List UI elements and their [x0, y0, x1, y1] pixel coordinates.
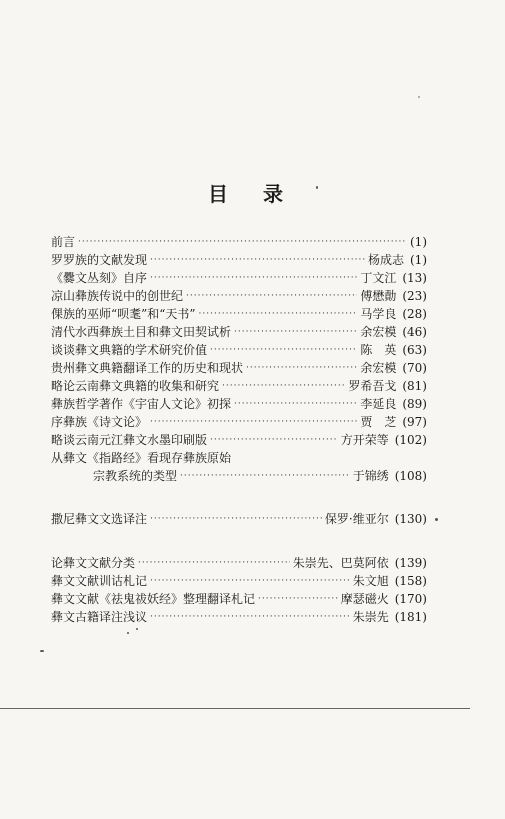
- entry-title: 宗教系统的类型: [93, 469, 178, 483]
- entry-title: 倮族的巫师“呗耄”和“天书”: [51, 307, 196, 321]
- toc-entry: [51, 358, 427, 375]
- entry-title: 从彝文《指路经》看现存彝族原始: [51, 451, 232, 465]
- entry-page: (1): [410, 253, 427, 267]
- dot-leader: [246, 361, 357, 375]
- entry-page: (97): [402, 415, 427, 429]
- bottom-rule: [0, 708, 470, 709]
- entry-author: 丁文江: [360, 271, 397, 285]
- entry-title: 凉山彝族传说中的创世纪: [51, 289, 184, 303]
- entry-page: (102): [394, 433, 427, 447]
- page-title: 目 录: [208, 182, 297, 206]
- entry-page: (46): [402, 325, 427, 339]
- entry-author: 马学良: [360, 307, 397, 321]
- entry-page: (63): [402, 343, 427, 357]
- entry-author: 于锦绣: [352, 469, 389, 483]
- dot-leader: [210, 343, 357, 357]
- dot-leader: [186, 289, 357, 303]
- entry-title: 清代水西彝族土目和彝文田契试析: [51, 325, 232, 339]
- print-speck: [127, 632, 129, 634]
- entry-page: (1): [410, 235, 427, 249]
- entry-title: 贵州彝文典籍翻译工作的历史和现状: [51, 361, 244, 375]
- dot-leader: [150, 574, 350, 588]
- entry-title: 彝文文献《祛鬼祓妖经》整理翻译札记: [51, 592, 256, 606]
- print-speck: [40, 650, 44, 652]
- print-speck: [418, 96, 420, 98]
- entry-page: (23): [402, 289, 427, 303]
- toc-entry: [51, 340, 427, 357]
- toc-entry: [51, 304, 427, 321]
- entry-page: (81): [402, 379, 427, 393]
- entry-page: (70): [402, 361, 427, 375]
- entry-title: 罗罗族的文献发现: [51, 253, 148, 267]
- entry-author: 余宏模: [360, 361, 397, 375]
- entry-title: 前言: [51, 235, 76, 249]
- print-speck: [316, 186, 318, 189]
- toc-entry: [51, 394, 427, 411]
- entry-page: (108): [394, 469, 427, 483]
- entry-title: 略论云南彝文典籍的收集和研究: [51, 379, 220, 393]
- entry-title: 谈谈彝文典籍的学术研究价值: [51, 343, 208, 357]
- entry-author: 保罗·维亚尔: [324, 512, 389, 526]
- toc-entry: [51, 509, 427, 526]
- toc-entry: [51, 589, 427, 606]
- entry-author: 方开荣等: [340, 433, 389, 447]
- entry-page: (89): [402, 397, 427, 411]
- toc-entry: [51, 286, 427, 303]
- dot-leader: [199, 307, 358, 321]
- toc-entry: [51, 430, 427, 447]
- entry-author: 杨成志: [367, 253, 404, 267]
- toc-entry: [51, 448, 427, 465]
- dot-leader: [210, 433, 338, 447]
- entry-title: 彝族哲学著作《宇宙人文论》初探: [51, 397, 232, 411]
- entry-author: 罗希吾戈: [348, 379, 397, 393]
- toc-entry: [51, 553, 427, 570]
- print-speck: [136, 628, 138, 630]
- entry-title: 《爨文丛刻》自序: [51, 271, 148, 285]
- dot-leader: [78, 235, 407, 249]
- entry-author: 李延良: [360, 397, 397, 411]
- toc-entry: [51, 376, 427, 393]
- toc-entry: [51, 250, 427, 267]
- dot-leader: [138, 556, 290, 570]
- dot-leader: [234, 325, 357, 339]
- dot-leader: [150, 253, 365, 267]
- dot-leader: [234, 397, 357, 411]
- entry-title: 序彝族《诗文论》: [51, 415, 148, 429]
- entry-page: (28): [402, 307, 427, 321]
- dot-leader: [222, 379, 345, 393]
- entry-page: (158): [394, 574, 427, 588]
- dot-leader: [150, 512, 322, 526]
- entry-title: 撒尼彝文文选译注: [51, 512, 148, 526]
- entry-author: 朱崇先、巴莫阿依: [292, 556, 389, 570]
- entry-page: (139): [394, 556, 427, 570]
- entry-page: (170): [394, 592, 427, 606]
- print-speck: [435, 518, 438, 521]
- entry-author: 贾 芝: [360, 415, 397, 429]
- entry-author: 陈 英: [360, 343, 397, 357]
- dot-leader: [150, 415, 357, 429]
- entry-page: (13): [402, 271, 427, 285]
- toc-entry-continued: [51, 466, 427, 483]
- toc-entry: [51, 322, 427, 339]
- entry-author: 傅懋勣: [360, 289, 397, 303]
- entry-page: (181): [394, 610, 427, 624]
- entry-author: 摩瑟磁火: [340, 592, 389, 606]
- toc-entry: [51, 607, 427, 624]
- entry-author: 余宏模: [360, 325, 397, 339]
- toc-entry: [51, 232, 427, 249]
- toc-entry: [51, 571, 427, 588]
- toc-entry: [51, 412, 427, 429]
- entry-title: 彝文古籍译注浅议: [51, 610, 148, 624]
- toc-entry: [51, 268, 427, 285]
- entry-title: 彝文文献训诂札记: [51, 574, 148, 588]
- dot-leader: [180, 469, 350, 483]
- entry-title: 论彝文文献分类: [51, 556, 136, 570]
- entry-title: 略谈云南元江彝文水墨印刷版: [51, 433, 208, 447]
- dot-leader: [150, 271, 357, 285]
- dot-leader: [258, 592, 338, 606]
- entry-author: 朱崇先: [352, 610, 389, 624]
- entry-page: (130): [394, 512, 427, 526]
- entry-author: 朱文旭: [352, 574, 389, 588]
- dot-leader: [150, 610, 350, 624]
